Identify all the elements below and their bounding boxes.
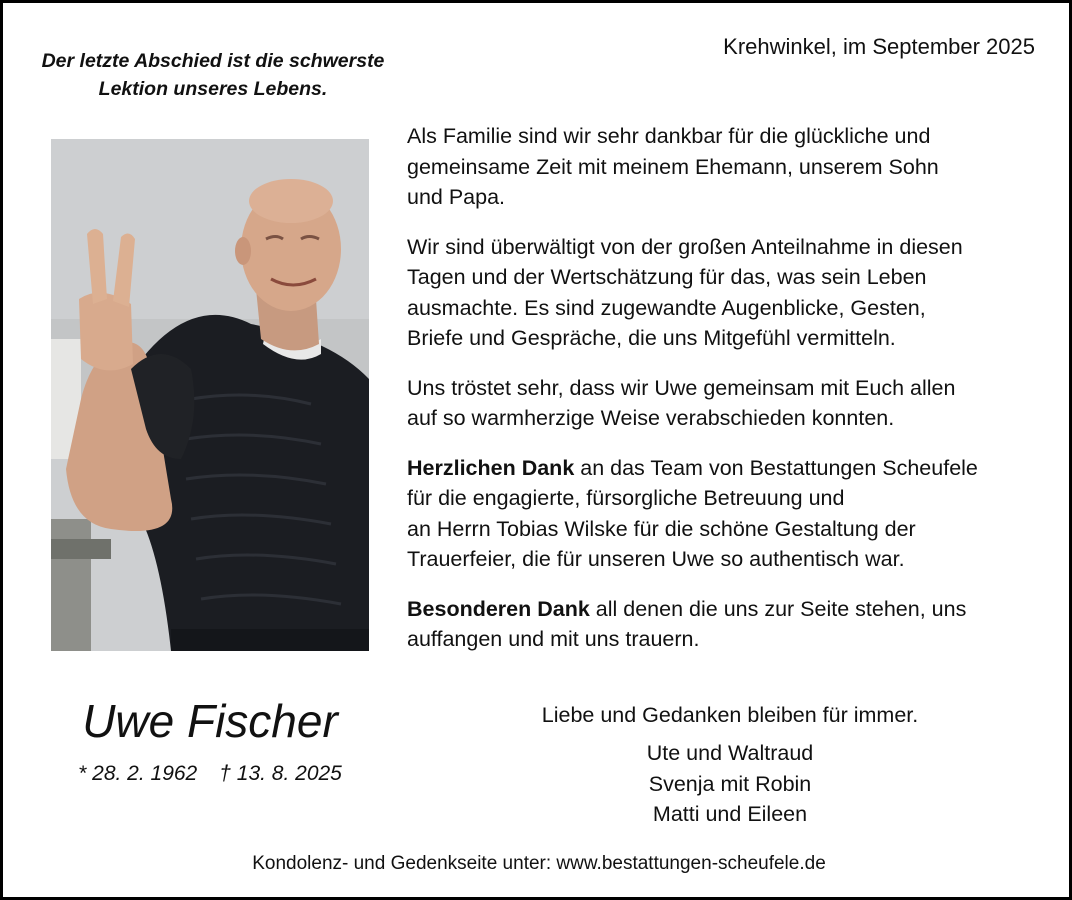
text-line: auf so warmherzige Weise verabschieden konnten. [407,406,895,430]
text-line: Trauerfeier, die für unseren Uwe so authentisch war. [407,547,905,571]
text-line: und Papa. [407,185,506,209]
text-line: Tagen und der Wertschätzung für das, was sein Leben [407,265,927,289]
paragraph-sympathy [407,232,1047,354]
life-dates [51,760,369,788]
text-line: für die engagierte, fürsorgliche Betreuung und [407,486,845,510]
text-line: Wir sind überwältigt von der großen Anteilnahme in diesen [407,234,963,259]
paragraph-thanks-funeral-home [407,453,1047,575]
portrait-photo [51,139,369,651]
condolence-website-note: Kondolenz- und Gedenkseite unter: www.bestattungen-scheufele.de [252,853,826,874]
text-fragment: all denen die uns zur Seite stehen, uns [589,596,967,621]
text-fragment: an das Team von Bestattungen Scheufele [574,455,978,480]
signer: Svenja mit Robin [648,771,812,796]
text-line: Uns tröstet sehr, dass wir Uwe gemeinsam mit Euch allen [407,375,956,400]
signers-list [423,738,1037,830]
closing-line: Liebe und Gedanken bleiben für immer. [541,703,919,727]
motto-quote [23,47,403,103]
deceased-name: Uwe Fischer [82,695,338,747]
paragraph-thanks-supporters [407,594,1047,655]
text-line: Briefe und Gespräche, die uns Mitgefühl vermitteln. [407,326,896,350]
death-date: † 13. 8. 2025 [219,762,342,785]
text-line: auffangen und mit uns trauern. [407,627,700,651]
place-date: Krehwinkel, im September 2025 [723,34,1035,59]
motto-line-2: Lektion unseres Lebens. [98,78,328,100]
motto-line-1: Der letzte Abschied ist die schwerste [41,50,385,72]
text-line [407,453,1047,484]
text-line: Als Familie sind wir sehr dankbar für die glückliche und [407,124,931,148]
bold-heading: Herzlichen Dank [407,455,575,480]
signer: Ute und Waltraud [646,741,814,765]
text-line: ausmachte. Es sind zugewandte Augenblicke, Gesten, [407,295,926,320]
bold-heading: Besonderen Dank [407,596,590,621]
text-line: gemeinsame Zeit mit meinem Ehemann, unserem Sohn [407,154,939,179]
paragraph-comfort [407,373,1047,434]
text-line [407,594,1047,625]
message-text [407,121,1047,674]
paragraph-gratitude [407,121,1047,213]
signer: Matti und Eileen [652,802,808,826]
text-line: an Herrn Tobias Wilske für die schöne Gestaltung der [407,516,916,541]
birth-date: * 28. 2. 1962 [78,762,198,785]
